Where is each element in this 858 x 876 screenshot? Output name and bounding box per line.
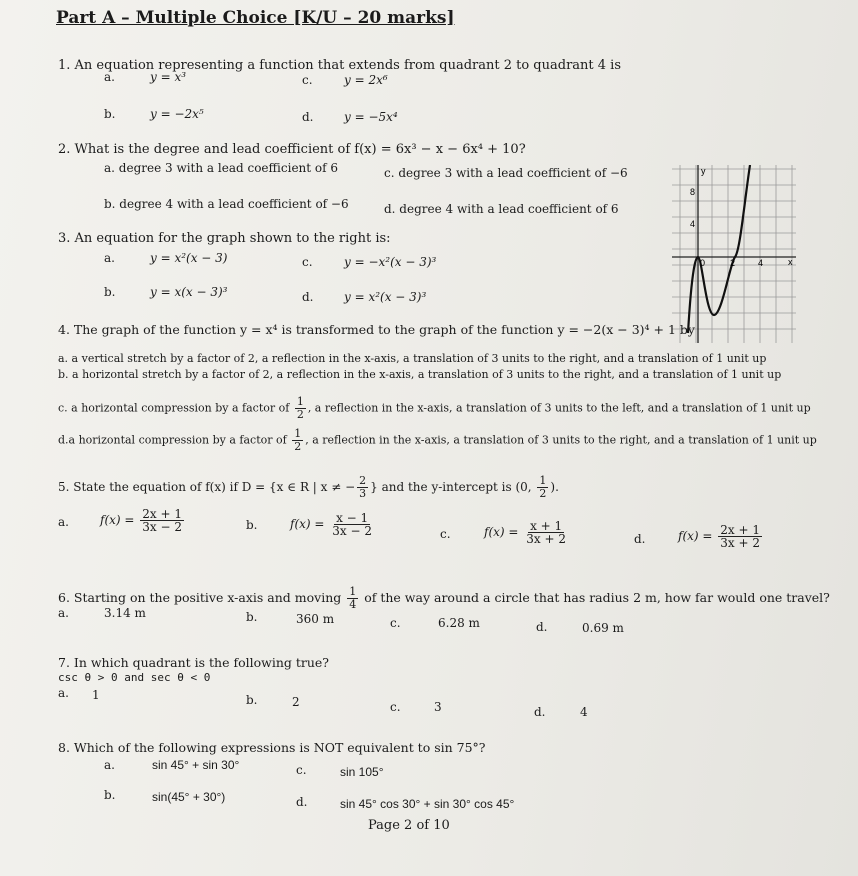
page-footer: Page 2 of 10 [368,818,450,833]
q4-d-pre: d.a horizontal compression by a factor of [58,433,287,447]
q4-c-post: , a reflection in the x-axis, a translation of 3 units to the left, and a translation of 1 unit up [307,401,811,415]
q8-c-letter: c. [296,763,307,777]
q8-c-option: sin 105° [340,765,384,779]
q1-c-option: y = 2x⁶ [344,73,388,87]
q7-a-option: 1 [92,688,100,702]
q3-c-option: y = −x²(x − 3)³ [344,255,437,269]
q6-c-option: 6.28 m [438,616,480,630]
q5-stem-pre: 5. State the equation of f(x) if D = {x ∈ R | x ≠ − [58,480,356,494]
q7-stem: 7. In which quadrant is the following true? [58,655,329,670]
q8-b-letter: b. [104,788,116,802]
q6-a-option: 3.14 m [104,606,146,620]
q5-c-option: f(x) = $\frac{x + 1}{3x + 2}$ [484,519,567,546]
q3-b-option: y = x(x − 3)³ [150,285,228,299]
q4-b-option: b. a horizontal stretch by a factor of 2, a reflection in the x-axis, a translation of 3 units to the right, and a translation of 1 unit up [58,368,782,381]
q5-stem-fraction2: $\frac{1}{2}$ [539,474,547,500]
q6-d-option: 0.69 m [582,621,624,635]
q1-a-letter: a. [104,70,115,84]
q2-stem: 2. What is the degree and lead coefficient of f(x) = 6x³ − x − 6x⁴ + 10? [58,142,526,157]
q5-b-letter: b. [246,518,258,532]
q7-a-letter: a. [58,686,69,700]
q8-d-option: sin 45° cos 30° + sin 30° cos 45° [340,797,515,811]
q6-d-letter: d. [536,620,548,634]
q7-c-option: 3 [434,700,442,714]
q4-stem: 4. The graph of the function y = x⁴ is transformed to the graph of the function y = −2(x − 3)⁴ + 1 by [58,322,695,337]
q2-a-option: a. degree 3 with a lead coefficient of 6 [104,161,339,175]
q6-fraction: $\frac{1}{4}$ [349,585,357,611]
q3-c-letter: c. [302,255,313,269]
q6-c-letter: c. [390,616,401,630]
q3-a-option: y = x²(x − 3) [150,251,228,265]
q5-d-option: f(x) = $\frac{2x + 1}{3x + 2}$ [678,523,761,550]
q3-d-option: y = x²(x − 3)³ [344,290,427,304]
q1-c-letter: c. [302,73,313,87]
q3-graph [672,165,796,343]
q6-b-letter: b. [246,610,258,624]
section-title: Part A – Multiple Choice [K/U – 20 marks] [56,8,455,28]
q5-a-letter: a. [58,515,69,529]
q5-b-option: f(x) = $\frac{x - 1}{3x - 2}$ [290,511,373,538]
q6-stem [58,586,830,611]
q4-c-pre: c. a horizontal compression by a factor of [58,401,290,415]
graph-tick-2: 2 [730,258,736,268]
q2-b-option: b. degree 4 with a lead coefficient of −6 [104,197,349,211]
q4-d-post: , a reflection in the x-axis, a translation of 3 units to the right, and a translation of 1 unit up [305,433,817,447]
q4-c-option [58,396,811,421]
q6-stem-pre: 6. Starting on the positive x-axis and moving [58,590,342,605]
q3-a-letter: a. [104,251,115,265]
q5-c-letter: c. [440,527,451,541]
q6-a-letter: a. [58,606,69,620]
q2-d-option: d. degree 4 with a lead coefficient of 6 [384,202,619,216]
graph-tick-8: 8 [690,187,696,197]
q1-d-option: y = −5x⁴ [344,110,398,124]
q8-a-letter: a. [104,758,115,772]
q8-a-option: sin 45° + sin 30° [152,758,240,772]
q6-stem-post: of the way around a circle that has radius 2 m, how far would one travel? [364,590,830,605]
graph-tick-x4: 4 [758,258,764,268]
q1-b-option: y = −2x⁵ [150,107,204,121]
q7-condition: csc θ > 0 and sec θ < 0 [58,671,211,684]
q7-d-option: 4 [580,705,588,719]
q2-c-option: c. degree 3 with a lead coefficient of −6 [384,166,628,180]
graph-x-label: x [788,257,793,267]
q7-b-letter: b. [246,693,258,707]
q6-b-option: 360 m [296,612,335,626]
q1-stem: 1. An equation representing a function that extends from quadrant 2 to quadrant 4 is [58,58,621,73]
graph-tick-4: 4 [690,219,696,229]
q1-b-letter: b. [104,107,116,121]
q7-d-letter: d. [534,705,546,719]
q3-stem: 3. An equation for the graph shown to the right is: [58,231,391,246]
q5-stem-fraction: $\frac{2}{3}$ [359,474,367,500]
q3-b-letter: b. [104,285,116,299]
q1-a-option: y = x³ [150,70,187,84]
q5-a-option: f(x) = $\frac{2x + 1}{3x - 2}$ [100,507,183,534]
graph-y-label: y [701,166,706,176]
q5-d-letter: d. [634,532,646,546]
q7-c-letter: c. [390,700,401,714]
q5-stem-post: ). [550,480,559,494]
q1-d-letter: d. [302,110,314,124]
q8-d-letter: d. [296,795,308,809]
q8-b-option: sin(45° + 30°) [152,790,226,804]
graph-tick-0: 0 [700,258,706,268]
q4-c-fraction: $\frac{1}{2}$ [296,395,304,421]
q3-d-letter: d. [302,290,314,304]
q8-stem: 8. Which of the following expressions is NOT equivalent to sin 75°? [58,740,486,755]
q5-stem [58,475,559,500]
q4-a-option: a. a vertical stretch by a factor of 2, a reflection in the x-axis, a translation of 3 units to the right, and a translation of 1 unit up [58,352,767,365]
q5-stem-mid: } and the y-intercept is (0, [370,480,532,494]
q7-b-option: 2 [292,695,300,709]
q4-d-option [58,428,817,453]
q4-d-fraction: $\frac{1}{2}$ [294,427,302,453]
